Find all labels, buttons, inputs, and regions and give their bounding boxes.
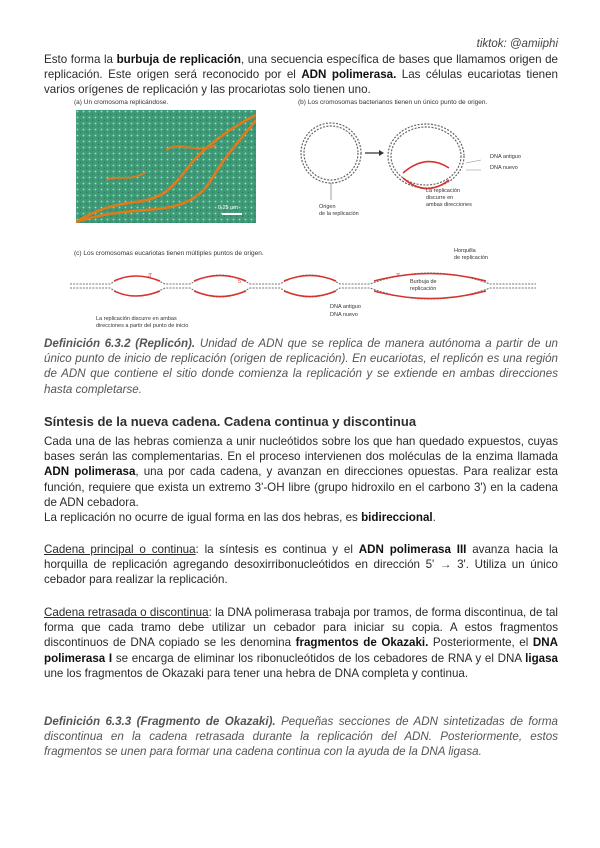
paragraph-lagging-strand: Cadena retrasada o discontinua: la DNA polimerasa trabaja por tramos, de forma discontinua, de tal forma que cada tramo debe utilizar un cebador para iniciar su copia. A estos fragmentos discontinuos de DNA copiado se les denomina fragmentos de Okazaki. Posteriormente, el DNA polimerasa I se encarga de eliminar los ribonucleótidos de los cebadores de RNA y el DNA ligasa une los fragmentos de Okazaki para tener una hebra de DNA completa y continua.: [44, 606, 558, 680]
caption-a: (a) Un cromosoma replicándose.: [74, 99, 169, 106]
end-3-a: 3': [148, 273, 153, 279]
eukaryotic-diagram: [70, 266, 536, 316]
label-dna-nuevo-b: DNA nuevo: [490, 165, 518, 171]
term-cadena-continua: Cadena principal o continua: [44, 543, 196, 556]
caption-c: (c) Los cromosomas eucariotas tienen múltiples puntos de origen.: [74, 250, 264, 257]
section-heading: Síntesis de la nueva cadena. Cadena continua y discontinua: [44, 414, 417, 429]
scale-bar-label: 0,25 μm: [218, 205, 238, 211]
label-dna-antiguo-b: DNA antiguo: [490, 154, 521, 160]
end-5-a: 5': [238, 279, 243, 285]
term-burbuja: burbuja de replicación: [116, 53, 241, 66]
tiktok-handle: tiktok: @amiiphi: [476, 38, 558, 50]
caption-b: (b) Los cromosomas bacterianos tienen un único punto de origen.: [298, 99, 488, 106]
intro-paragraph: Esto forma la burbuja de replicación, una secuencia específica de bases que llamamos origen de replicación. Este origen será reconocido por el ADN polimerasa. Las células eucariotas tienen varios orígenes de replicación y las procariotas solo tienen uno.: [44, 53, 559, 97]
paragraph-continuous-strand: Cadena principal o continua: la síntesis es continua y el ADN polimerasa III avanza hacia la horquilla de replicación agregando desoxirribonucleótidos en dirección 5' → 3'. Utiliza un único cebador para realizar la replicación.: [44, 543, 558, 587]
term-adn-polimerasa: ADN polimerasa.: [301, 68, 397, 82]
replication-figure: [66, 98, 536, 330]
label-origen: Origen de la replicación: [319, 204, 359, 217]
label-burbuja: Burbuja de replicación: [410, 279, 437, 292]
definition-okazaki-label: Definición 6.3.3 (Fragmento de Okazaki).: [44, 715, 276, 728]
definition-okazaki: Definición 6.3.3 (Fragmento de Okazaki). Pequeñas secciones de ADN sintetizadas de forma discontinua en la cadena retrasada durante la replicación del ADN. Posteriormente, estos fragmentos se unen para formar una cadena continua con la ayuda de la DNA ligasa.: [44, 715, 558, 759]
note-bidirectional-b: La replicación discurre en ambas direcciones: [426, 188, 472, 208]
term-cadena-retrasada: Cadena retrasada o discontinua: [44, 606, 209, 619]
note-bidirectional-c: La replicación discurre en ambas direcciones a partir del punto de inicio: [96, 316, 189, 329]
label-dna-nuevo-c: DNA nuevo: [330, 312, 358, 318]
definition-replicon-label: Definición 6.3.2 (Replicón).: [44, 337, 196, 350]
label-dna-antiguo-c: DNA antiguo: [330, 304, 361, 310]
label-horquilla: Horquilla de replicación: [454, 248, 488, 261]
paragraph-synthesis: Cada una de las hebras comienza a unir nucleótidos sobre los que han quedado expuestos, cuyas bases serán las complementarias. En el proceso intervienen dos moléculas de la enzima llamada ADN polimerasa, una por cada cadena, y avanzan en direcciones opuestas. Para realizar esta función, requiere que exista un extremo 3'-OH libre (grupo hidroxilo en el carbono 3') en la cadena de ADN cebadora. La replicación no ocurre de igual forma en las dos hebras, es bidireccional.: [44, 435, 558, 525]
end-3-b: 3': [396, 273, 401, 279]
definition-replicon: Definición 6.3.2 (Replicón). Unidad de ADN que se replica de manera autónoma a partir de un único punto de inicio de replicación (origen de replicación). En eucariotas, el replicón es una región de ADN que contiene el sitio donde comienza la replicación y se extiende en ambas direcciones hasta completarse.: [44, 337, 558, 396]
